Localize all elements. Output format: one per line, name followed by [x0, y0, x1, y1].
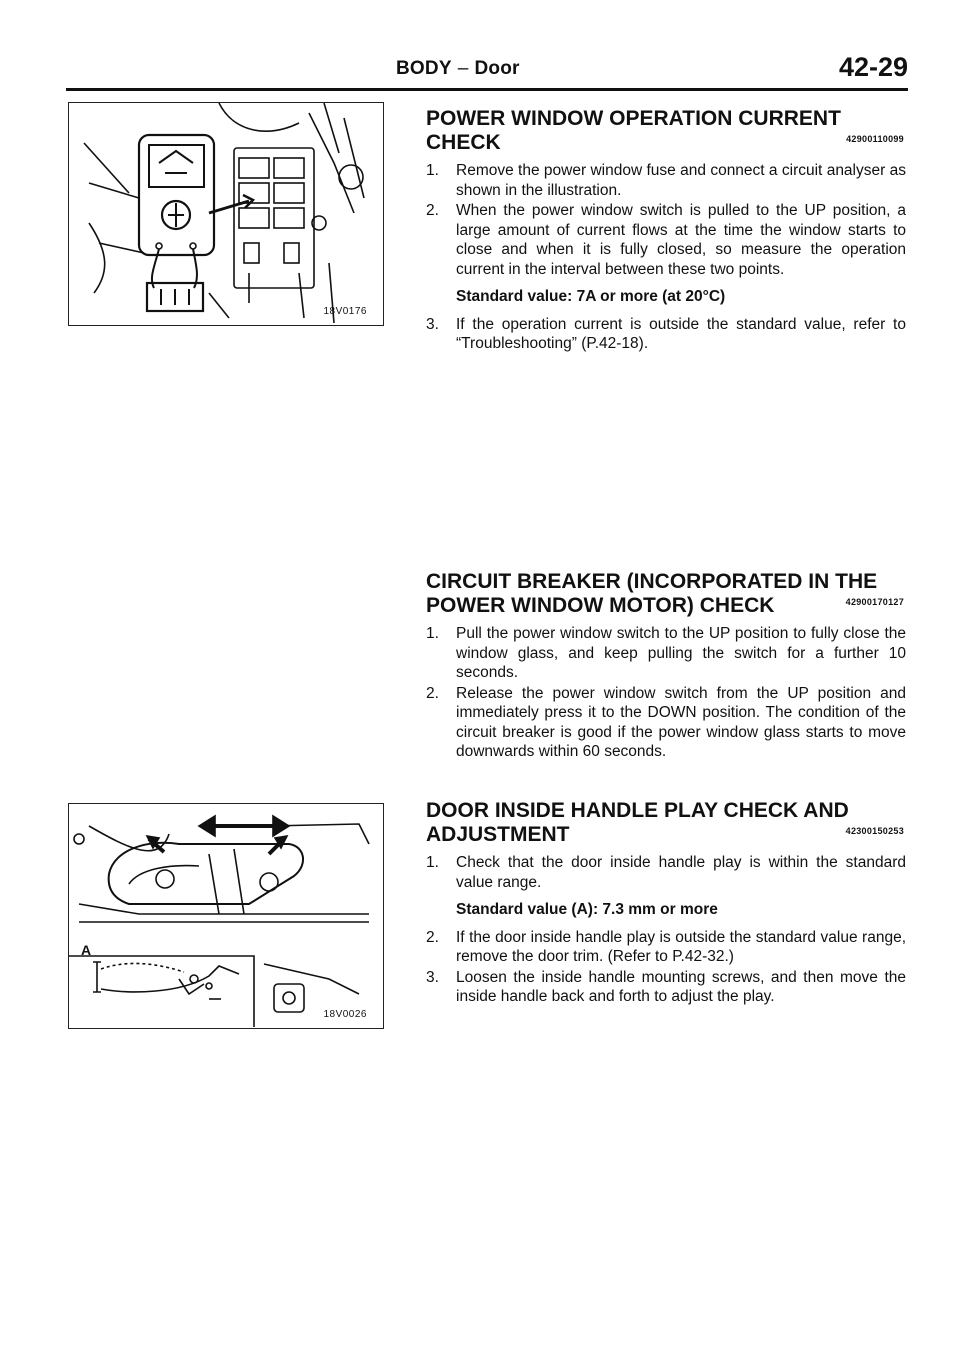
step-list — [426, 853, 906, 1007]
header-subsection: Door — [474, 58, 520, 79]
section-title-line1: POWER WINDOW OPERATION CURRENT — [426, 107, 841, 130]
section-title-line1: DOOR INSIDE HANDLE PLAY CHECK AND — [426, 799, 849, 822]
step-number: 1. — [426, 162, 439, 179]
standard-value: Standard value: 7A or more (at 20°C) — [456, 288, 726, 305]
step-text: Release the power window switch from the UP position and immediately press it to the DOWN position. The condition of the circuit breaker is good if the power window glass starts to move downwards within 60 seconds. — [456, 684, 906, 760]
step-text: Pull the power window switch to the UP position to fully close the window glass, and keep pulling the switch for a further 10 seconds. — [456, 625, 906, 681]
section-ref-code: 42900170127 — [845, 597, 904, 607]
step-item — [426, 315, 906, 354]
section-circuit-breaker-check — [426, 570, 906, 763]
step-item — [426, 853, 906, 892]
section-ref-code: 42900110099 — [846, 134, 904, 144]
page-header — [66, 54, 908, 90]
step-text: Remove the power window fuse and connect a circuit analyser as shown in the illustration. — [456, 162, 906, 199]
step-number: 3. — [426, 315, 439, 333]
section-inside-handle-play — [426, 799, 906, 1008]
step-item — [426, 684, 906, 762]
header-section: BODY — [396, 58, 452, 79]
step-number: 1. — [426, 854, 439, 871]
figure-code: 18V0026 — [323, 1009, 367, 1020]
step-list — [426, 624, 906, 762]
step-item — [426, 624, 906, 683]
dimension-label-a: A — [81, 942, 92, 958]
header-dash: – — [457, 58, 469, 79]
step-number: 2. — [426, 928, 439, 946]
section-title — [426, 570, 906, 618]
step-number: 2. — [426, 684, 439, 702]
step-text: If the operation current is outside the standard value, refer to “Troubleshooting” (P.42-18). — [456, 315, 906, 352]
step-number: 1. — [426, 625, 439, 642]
header-title — [396, 58, 520, 80]
step-item — [426, 928, 906, 967]
step-list — [426, 161, 906, 354]
figure-inside-handle — [68, 803, 384, 1029]
circuit-analyser-illustration — [69, 103, 382, 324]
header-rule — [66, 88, 908, 91]
step-text: Loosen the inside handle mounting screws, and then move the inside handle back and forth to adjust the play. — [456, 968, 906, 1005]
section-title-line1: CIRCUIT BREAKER (INCORPORATED IN THE — [426, 570, 878, 593]
step-item — [426, 968, 906, 1007]
step-text: If the door inside handle play is outside the standard value range, remove the door trim. (Refer to P.42-32.) — [456, 928, 906, 965]
section-title-line2: ADJUSTMENT — [426, 823, 570, 846]
step-item — [426, 161, 906, 200]
step-text: When the power window switch is pulled to the UP position, a large amount of current flows at the time the window starts to close and when it is fully closed, so measure the operation current in the interval between these two points. — [456, 202, 906, 278]
section-power-window-current — [426, 107, 906, 355]
figure-code: 18V0176 — [323, 306, 367, 317]
step-number: 2. — [426, 202, 439, 219]
section-title-line2: POWER WINDOW MOTOR) CHECK — [426, 594, 775, 617]
figure-circuit-analyser — [68, 102, 384, 326]
standard-value: Standard value (A): 7.3 mm or more — [456, 901, 718, 918]
step-text: Check that the door inside handle play is within the standard value range. — [456, 854, 906, 891]
section-title — [426, 107, 906, 155]
section-ref-code: 42300150253 — [845, 826, 904, 836]
page-number: 42-29 — [838, 52, 908, 82]
inside-handle-illustration — [69, 804, 382, 1027]
step-number: 3. — [426, 968, 439, 986]
step-item — [426, 201, 906, 279]
section-title — [426, 799, 906, 847]
section-title-line2: CHECK — [426, 131, 501, 154]
